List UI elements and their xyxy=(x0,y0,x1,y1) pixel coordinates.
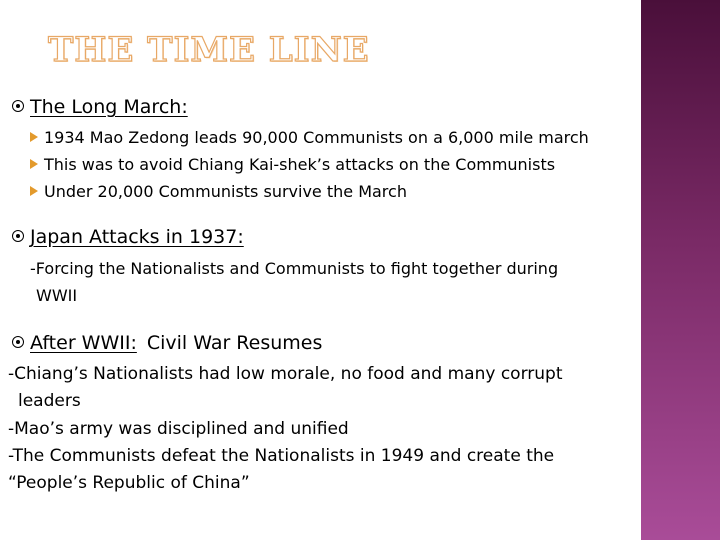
decorative-sidebar xyxy=(641,0,720,540)
after-wwii-line: “People’s Republic of China” xyxy=(8,473,250,493)
arrow-bullet-icon xyxy=(30,186,38,196)
after-wwii-subheading: Civil War Resumes xyxy=(146,332,323,354)
japan-text-line: WWII xyxy=(36,286,78,305)
bullet-after-wwii xyxy=(12,332,322,354)
arrow-bullet-icon xyxy=(30,132,38,142)
japan-text-line: -Forcing the Nationalists and Communists to fight together during xyxy=(30,259,559,278)
slide-title: THE TIME LINE xyxy=(48,30,370,70)
arrow-bullet-icon xyxy=(30,159,38,169)
circled-dot-bullet-icon xyxy=(12,230,24,242)
bullet-long-march xyxy=(12,96,188,118)
circled-dot-bullet-icon xyxy=(12,336,24,348)
after-wwii-line: -Chiang’s Nationalists had low morale, no food and many corrupt xyxy=(8,364,563,384)
after-wwii-line: -Mao’s army was disciplined and unified xyxy=(8,419,349,439)
after-wwii-heading: After WWII: xyxy=(30,332,137,354)
long-march-heading: The Long March: xyxy=(30,96,188,118)
bullet-japan-attacks xyxy=(12,226,244,248)
japan-heading: Japan Attacks in 1937: xyxy=(30,226,244,248)
long-march-item: 1934 Mao Zedong leads 90,000 Communists on a 6,000 mile march xyxy=(30,128,589,147)
circled-dot-bullet-icon xyxy=(12,100,24,112)
long-march-item: This was to avoid Chiang Kai-shek’s attacks on the Communists xyxy=(30,155,555,174)
after-wwii-line: -The Communists defeat the Nationalists in 1949 and create the xyxy=(8,446,555,466)
long-march-item: Under 20,000 Communists survive the March xyxy=(30,182,407,201)
after-wwii-line: leaders xyxy=(18,391,81,411)
